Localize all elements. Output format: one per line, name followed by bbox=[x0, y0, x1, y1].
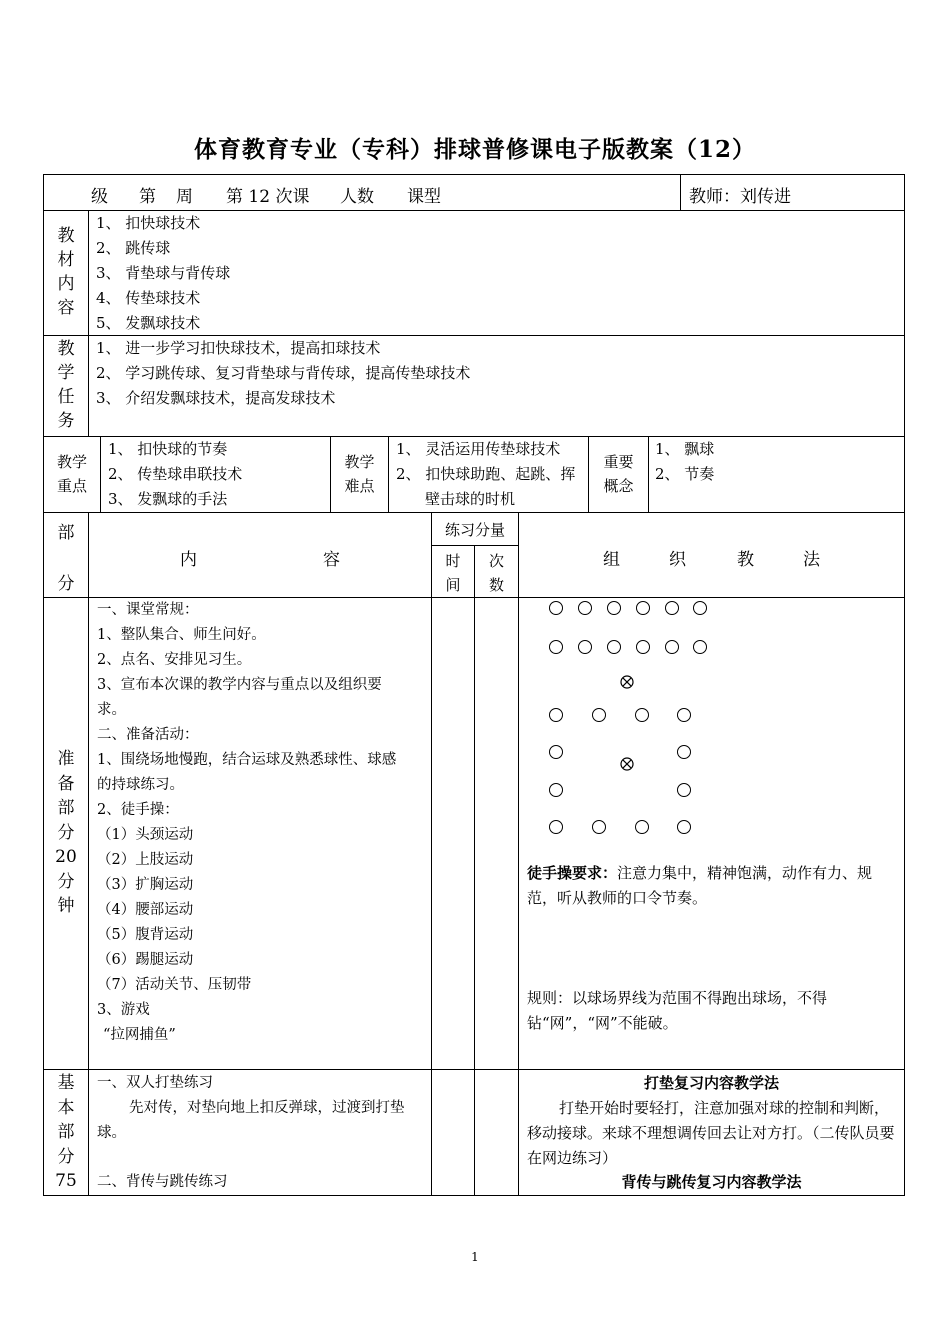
content-list bbox=[96, 211, 230, 336]
concepts-label: 重要 概念 bbox=[603, 453, 634, 495]
content-label: 教 材 内 容 bbox=[57, 226, 75, 318]
basic-label: 基 本 部 分 75 bbox=[55, 1073, 77, 1191]
prep-label: 准 备 部 分 20 分 钟 bbox=[55, 749, 77, 916]
method-desc-1: 打垫开始时要轻打，注意加强对球的控制和判断，移动接球。来球不理想调传回去让对方打。（二传队员要在网边练习） bbox=[527, 1099, 895, 1167]
teacher-icon bbox=[620, 757, 634, 771]
list-item: （4）腰部运动 bbox=[97, 902, 194, 918]
list-item: 2、 跳传球 bbox=[96, 239, 171, 257]
header-type: 课型 bbox=[407, 187, 441, 207]
time-head: 时 间 bbox=[445, 552, 461, 594]
page-title: 体育教育专业（专科）排球普修课电子版教案（12） bbox=[193, 136, 756, 163]
basic-item-1-desc: 先对传，对垫向地上扣反弹球，过渡到打垫球。 bbox=[97, 1100, 405, 1141]
basic-item-2: 二、背传与跳传练习 bbox=[97, 1174, 228, 1190]
tasks-list bbox=[96, 336, 470, 411]
header-count: 人数 bbox=[340, 187, 374, 207]
list-item: 一、课堂常规： bbox=[97, 602, 199, 618]
header-lesson: 第 12 次课 bbox=[226, 187, 310, 207]
list-item: 5、 发飘球技术 bbox=[96, 314, 201, 332]
prep-content bbox=[97, 598, 396, 1048]
list-item: 3、 介绍发飘球技术，提高发球技术 bbox=[96, 389, 336, 407]
student-circle-icon bbox=[677, 708, 691, 722]
student-circle-icon bbox=[549, 601, 563, 615]
exercise-requirement: 徒手操要求：注意力集中，精神饱满，动作有力、规范，听从教师的口令节奏。 bbox=[527, 864, 873, 907]
list-item: 1、整队集合、师生问好。 bbox=[97, 627, 266, 643]
student-circle-icon bbox=[592, 708, 606, 722]
difficulties-label: 教学 难点 bbox=[344, 453, 375, 495]
tasks-label: 教 学 任 务 bbox=[57, 339, 75, 431]
student-circle-icon bbox=[635, 708, 649, 722]
method-head-2: 织 bbox=[669, 550, 686, 570]
list-item: （1）头颈运动 bbox=[97, 827, 194, 843]
content-head-1: 内 bbox=[180, 550, 197, 570]
list-item: 3、游戏 bbox=[97, 1002, 150, 1018]
list-item: （6）踢腿运动 bbox=[97, 952, 194, 968]
student-circle-icon bbox=[578, 601, 592, 615]
list-item: 2、 扣快球助跑、起跳、挥 bbox=[396, 465, 576, 483]
method-head-4: 法 bbox=[803, 550, 820, 570]
list-item: 的持球练习。 bbox=[97, 777, 184, 793]
student-circle-icon bbox=[677, 783, 691, 797]
basic-item-1: 一、双人打垫练习 bbox=[97, 1075, 213, 1091]
list-item: 二、准备活动： bbox=[97, 727, 199, 743]
list-item: “拉网捕鱼” bbox=[103, 1027, 176, 1043]
header-teacher: 教师：刘传进 bbox=[689, 187, 791, 207]
student-circle-icon bbox=[636, 640, 650, 654]
method-title-1: 打垫复习内容教学法 bbox=[643, 1074, 779, 1092]
student-circle-icon bbox=[578, 640, 592, 654]
header-week: 周 bbox=[176, 187, 193, 207]
concepts-list bbox=[655, 437, 714, 487]
game-rule: 规则：以球场界线为范围不得跑出球场，不得钻“网”，“网”不能破。 bbox=[527, 989, 828, 1032]
student-circle-icon bbox=[677, 745, 691, 759]
page-number: 1 bbox=[471, 1250, 479, 1264]
list-item: 2、点名、安排见习生。 bbox=[97, 652, 252, 668]
list-item: 壁击球的时机 bbox=[425, 490, 516, 508]
method-title-2: 背传与跳传复习内容教学法 bbox=[621, 1173, 802, 1191]
list-item: 3、 背垫球与背传球 bbox=[96, 264, 231, 282]
student-circle-icon bbox=[636, 601, 650, 615]
student-circle-icon bbox=[693, 601, 707, 615]
list-item: 3、 发飘球的手法 bbox=[108, 490, 228, 508]
difficulties-list bbox=[396, 437, 575, 512]
list-item: 1、 扣快球技术 bbox=[96, 214, 201, 232]
keypoints-list bbox=[108, 437, 242, 512]
student-circle-icon bbox=[549, 783, 563, 797]
student-circle-icon bbox=[635, 820, 649, 834]
list-item: 求。 bbox=[97, 702, 126, 718]
list-item: 4、 传垫球技术 bbox=[96, 289, 201, 307]
student-circle-icon bbox=[607, 601, 621, 615]
student-circle-icon bbox=[549, 708, 563, 722]
list-item: （5）腹背运动 bbox=[97, 927, 194, 943]
student-circle-icon bbox=[607, 640, 621, 654]
student-circle-icon bbox=[665, 601, 679, 615]
content-head-2: 容 bbox=[323, 550, 340, 570]
part-head-2: 分 bbox=[57, 574, 75, 594]
list-item: 2、徒手操： bbox=[97, 802, 179, 818]
list-item: （7）活动关节、压韧带 bbox=[97, 977, 252, 993]
student-circle-icon bbox=[549, 640, 563, 654]
method-head-1: 组 bbox=[603, 550, 620, 570]
practice-head: 练习分量 bbox=[444, 521, 505, 539]
header-grade: 级 bbox=[91, 187, 108, 207]
list-item: 2、 传垫球串联技术 bbox=[108, 465, 243, 483]
list-item: 1、 进一步学习扣快球技术，提高扣球技术 bbox=[96, 339, 381, 357]
list-item: 3、宣布本次课的教学内容与重点以及组织要 bbox=[97, 677, 382, 693]
student-circle-icon bbox=[677, 820, 691, 834]
student-circle-icon bbox=[665, 640, 679, 654]
list-item: 2、 节奏 bbox=[655, 465, 715, 483]
teacher-icon bbox=[620, 675, 634, 689]
list-item: （2）上肢运动 bbox=[97, 852, 194, 868]
count-head: 次 数 bbox=[488, 552, 504, 594]
student-circle-icon bbox=[592, 820, 606, 834]
list-item: 2、 学习跳传球、复习背垫球与背传球，提高传垫球技术 bbox=[96, 364, 471, 382]
list-item: （3）扩胸运动 bbox=[97, 877, 194, 893]
list-item: 1、 灵活运用传垫球技术 bbox=[396, 440, 561, 458]
keypoints-label: 教学 重点 bbox=[56, 453, 87, 495]
list-item: 1、围绕场地慢跑，结合运球及熟悉球性、球感 bbox=[97, 752, 397, 768]
student-circle-icon bbox=[693, 640, 707, 654]
method-head-3: 教 bbox=[737, 550, 754, 570]
part-head-1: 部 bbox=[57, 523, 75, 543]
student-circle-icon bbox=[549, 820, 563, 834]
list-item: 1、 飘球 bbox=[655, 440, 715, 458]
student-circle-icon bbox=[549, 745, 563, 759]
header-week-di: 第 bbox=[139, 187, 156, 207]
list-item: 1、 扣快球的节奏 bbox=[108, 440, 228, 458]
